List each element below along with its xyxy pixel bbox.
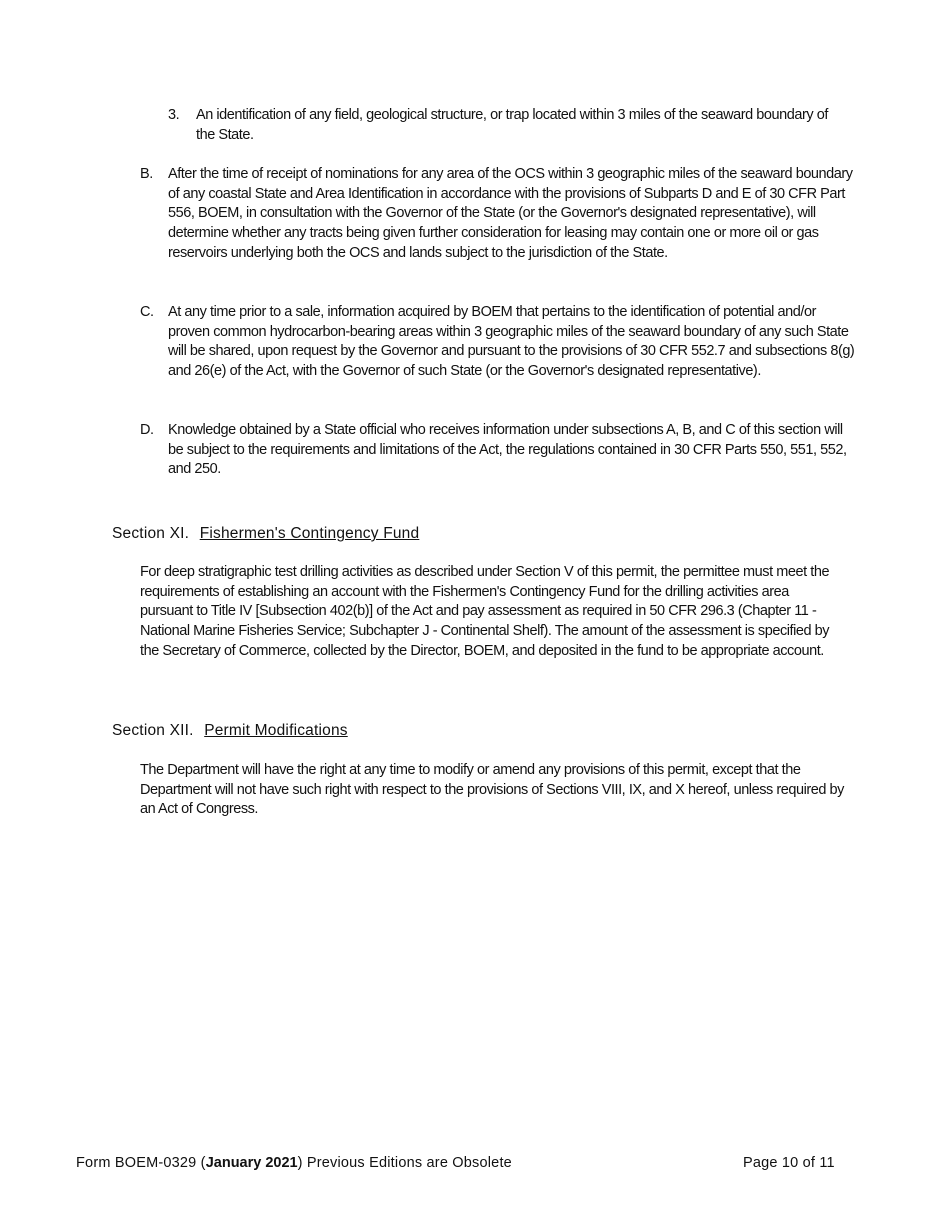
- section-number: Section XII.: [112, 722, 194, 739]
- footer-date: January 2021: [205, 1155, 298, 1171]
- section-xi-heading: [112, 525, 419, 543]
- list-item-label: C.: [140, 304, 154, 320]
- list-item-label: D.: [140, 422, 154, 438]
- list-item-text: After the time of receipt of nominations for any area of the OCS within 3 geographic miles of the seaward boundary of any coastal State and Area Identification in accordance with the provisions of Subparts D and E of 30 CFR Part 556, BOEM, in consultation with the Governor of the State (or the Governor's designated representative), will determine whether any tracts being given further consideration for leasing may contain one or more oil or gas reservoirs underlying both the OCS and lands subject to the jurisdiction of the State.: [168, 166, 853, 261]
- list-item-text: At any time prior to a sale, information acquired by BOEM that pertains to the identification of potential and/or proven common hydrocarbon-bearing areas within 3 geographic miles of the seaward boundary of any such State will be shared, upon request by the Governor and pursuant to the provisions of 30 CFR 552.7 and subsections 8(g) and 26(e) of the Act, with the Governor of such State (or the Governor's designated representative).: [168, 304, 855, 380]
- footer-form: Form BOEM-0329 (: [76, 1155, 206, 1171]
- section-xi-body: For deep stratigraphic test drilling activities as described under Section V of this permit, the permittee must meet the requirements of establishing an account with the Fishermen's Contingency Fund for the drilling activities area pursuant to Title IV [Subsection 402(b)] of the Act and pay assessment as required in 50 CFR 296.3 (Chapter 11 - National Marine Fisheries Service; Subchapter J - Continental Shelf). The amount of the assessment is specified by the Secretary of Commerce, collected by the Director, BOEM, and deposited in the fund to be appropriate account.: [140, 564, 830, 659]
- section-xii-heading: [112, 722, 348, 740]
- list-item-c: [140, 303, 855, 382]
- section-xii-body: The Department will have the right at any time to modify or amend any provisions of this permit, except that the Department will not have such right with respect to the provisions of Sections VIII, IX, and X hereof, unless required by an Act of Congress.: [140, 762, 844, 818]
- footer-note: ) Previous Editions are Obsolete: [297, 1155, 512, 1171]
- list-item-label: 3.: [168, 107, 180, 123]
- section-title: Permit Modifications: [204, 722, 348, 739]
- list-item-b: [140, 165, 855, 264]
- list-item-text: An identification of any field, geological structure, or trap located within 3 miles of the seaward boundary of the State.: [196, 107, 828, 143]
- list-item-text: Knowledge obtained by a State official who receives information under subsections A, B, and C of this section will be subject to the requirements and limitations of the Act, the regulations contained in 30 CFR Parts 550, 551, 552, and 250.: [168, 422, 847, 478]
- page-number: Page 10 of 11: [743, 1155, 835, 1171]
- list-item-label: B.: [140, 166, 153, 182]
- footer-form-info: [76, 1155, 512, 1171]
- section-title: Fishermen's Contingency Fund: [199, 525, 420, 542]
- list-item-3: [168, 106, 828, 145]
- section-number: Section XI.: [112, 525, 190, 542]
- list-item-d: [140, 421, 855, 480]
